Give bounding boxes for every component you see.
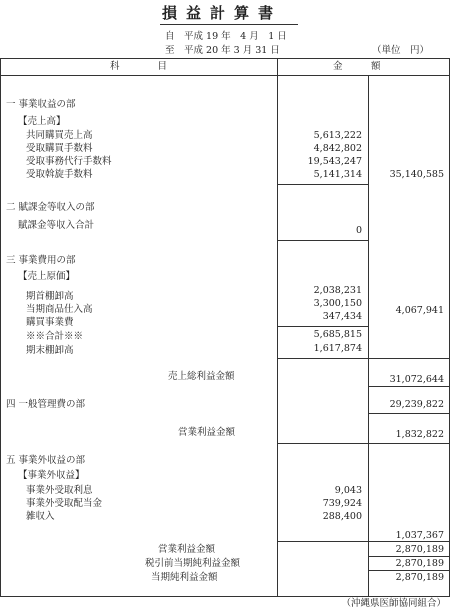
section3-sub: 【売上原価】 [18,271,76,282]
section4-heading: 四 一般管理費の部 [6,399,86,410]
s1-row-value: 5,141,314 [313,169,362,180]
table-left-border [0,58,1,597]
rule [277,358,450,359]
s3-row-label: 購買事業費 [26,317,74,328]
rule [277,240,369,241]
footer-organization: （沖縄県医師協同組合） [341,598,446,609]
s2-value: 0 [355,225,362,236]
page-title: 損益計算書 [162,4,283,22]
s3-end-value: 1,617,874 [313,343,362,354]
s1-row-value: 19,543,247 [307,156,362,167]
s5-row-label: 事業外受取利息 [26,485,93,496]
section1-sub: 【売上高】 [18,116,66,127]
s1-row-value: 5,613,222 [313,130,362,141]
summary-value: 2,870,189 [395,558,444,569]
table-bottom-border [0,596,450,597]
s1-row-label: 受取購買手数料 [26,143,93,154]
s5-row-label: 雑収入 [26,511,55,522]
summary-label: 当期純利益金額 [151,572,218,583]
s3-total: 4,067,941 [395,305,444,316]
section5-heading: 五 事業外収益の部 [6,455,86,466]
summary-value: 2,870,189 [395,544,444,555]
section2-heading: 二 賦課金等収入の部 [6,202,95,213]
header-amount: 金 額 [333,61,381,72]
s3-row-value: 2,038,231 [313,285,362,296]
s3-row-label: 当期商品仕入高 [26,304,93,315]
table-top-border [0,58,450,59]
header-divider [0,75,450,76]
title-underline [160,24,298,25]
s5-row-value: 739,924 [322,498,362,509]
s3-subtotal-label: ※※合計※※ [26,331,84,342]
column-divider-1 [277,58,278,597]
s1-row-value: 4,842,802 [313,143,362,154]
s4-value: 29,239,822 [389,399,444,410]
period-to: 至 平成 20 年 3 月 31 日 [165,45,280,56]
s5-row-value: 9,043 [334,485,362,496]
rule [277,326,369,327]
rule [369,570,450,571]
s3-row-label: 期首棚卸高 [26,291,74,302]
s1-row-label: 共同購買売上高 [26,130,93,141]
column-divider-2 [368,76,369,597]
summary-label: 税引前当期純利益金額 [145,558,241,569]
header-item: 科 目 [110,61,168,72]
s1-row-label: 受取事務代行手数料 [26,156,112,167]
rule [277,184,369,185]
section3-heading: 三 事業費用の部 [6,255,76,266]
s5-row-label: 事業外受取配当金 [26,498,103,509]
s3-end-label: 期末棚卸高 [26,345,74,356]
rule [277,541,450,542]
gross-label: 売上総利益金額 [168,371,235,382]
period-from: 自 平成 19 年 4 月 1 日 [165,31,287,42]
section5-sub: 【事業外収益】 [18,470,85,481]
s5-row-value: 288,400 [322,511,362,522]
gross-value: 31,072,644 [389,374,444,385]
s2-label: 賦課金等収入合計 [18,220,95,231]
section1-heading: 一 事業収益の部 [6,99,76,110]
s3-subtotal: 5,685,815 [313,329,362,340]
summary-value: 2,870,189 [395,572,444,583]
s3-row-value: 3,300,150 [313,298,362,309]
rule [369,556,450,557]
operating-value: 1,832,822 [395,429,444,440]
s5-total: 1,037,367 [395,530,444,541]
unit-label: （単位 円） [372,45,430,56]
rule [277,443,450,444]
s1-row-label: 受取斡旋手数料 [26,169,93,180]
rule [369,386,450,387]
operating-label: 営業利益金額 [178,427,236,438]
s3-row-value: 347,434 [322,311,362,322]
rule [369,413,450,414]
s1-total: 35,140,585 [389,169,444,180]
summary-label: 営業利益金額 [158,544,216,555]
